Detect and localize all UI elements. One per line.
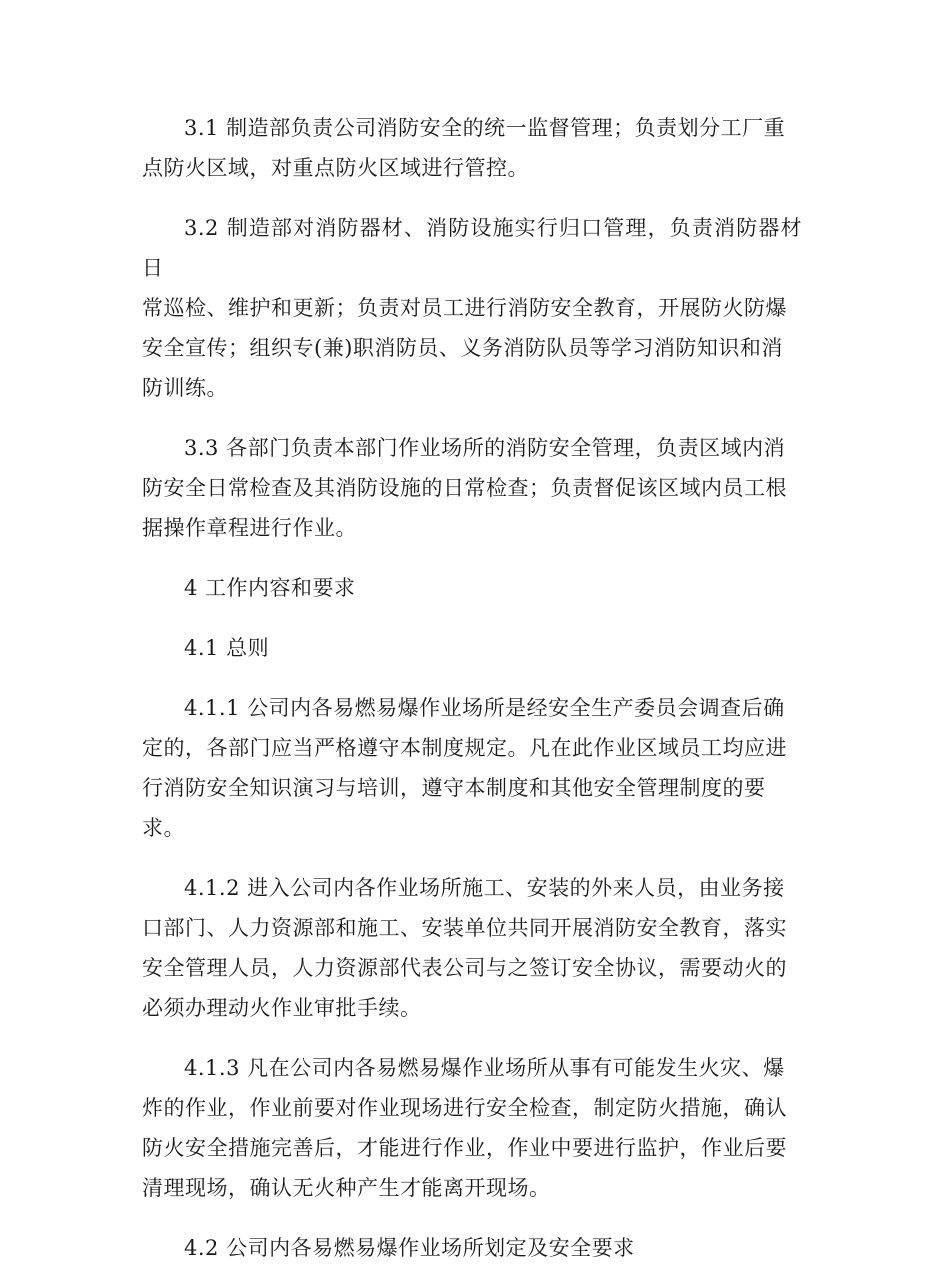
text-line: 4.1.3 凡在公司内各易燃易爆作业场所从事有可能发生火灾、爆 [184, 1056, 785, 1080]
text-line: 4.1.2 进入公司内各作业场所施工、安装的外来人员，由业务接 [184, 876, 785, 900]
text-line: 据操作章程进行作业。 [142, 516, 357, 540]
text-line: 行消防安全知识演习与培训，遵守本制度和其他安全管理制度的要 [142, 776, 766, 800]
text-line: 安全管理人员，人力资源部代表公司与之签订安全协议，需要动火的 [142, 956, 787, 980]
text-line: 清理现场，确认无火种产生才能离开现场。 [142, 1176, 551, 1200]
paragraph-3-1 [142, 108, 802, 188]
text-line: 防安全日常检查及其消防设施的日常检查；负责督促该区域内员工根 [142, 476, 787, 500]
text-line: 必须办理动火作业审批手续。 [142, 996, 422, 1020]
document-body [142, 108, 802, 1288]
text-line: 常巡检、维护和更新；负责对员工进行消防安全教育，开展防火防爆 [142, 296, 787, 320]
paragraph-4-1-3 [142, 1048, 802, 1208]
text-line: 3.3 各部门负责本部门作业场所的消防安全管理，负责区域内消 [184, 436, 786, 460]
text-line: 防火安全措施完善后，才能进行作业，作业中要进行监护，作业后要 [142, 1136, 787, 1160]
section-heading-4-1 [142, 628, 802, 668]
text-line: 安全宣传；组织专(兼)职消防员、义务消防队员等学习消防知识和消 [142, 336, 783, 360]
paragraph-4-1-2 [142, 868, 802, 1028]
paragraph-3-2 [142, 208, 802, 408]
text-line: 3.1 制造部负责公司消防安全的统一监督管理；负责划分工厂重 [184, 116, 786, 140]
text-line: 炸的作业，作业前要对作业现场进行安全检查，制定防火措施，确认 [142, 1096, 787, 1120]
text-line: 4.1.1 公司内各易燃易爆作业场所是经安全生产委员会调查后确 [184, 696, 785, 720]
section-heading-4-2 [142, 1228, 802, 1268]
paragraph-4-1-1 [142, 688, 802, 848]
text-line: 求。 [142, 816, 185, 840]
heading-text: 4.2 公司内各易燃易爆作业场所划定及安全要求 [184, 1236, 635, 1260]
paragraph-3-3 [142, 428, 802, 548]
text-line: 定的，各部门应当严格遵守本制度规定。凡在此作业区域员工均应进 [142, 736, 787, 760]
text-line: 3.2 制造部对消防器材、消防设施实行归口管理，负责消防器材日 [142, 216, 802, 280]
heading-text: 4 工作内容和要求 [184, 576, 356, 600]
text-line: 防训练。 [142, 376, 228, 400]
text-line: 口部门、人力资源部和施工、安装单位共同开展消防安全教育，落实 [142, 916, 787, 940]
section-heading-4 [142, 568, 802, 608]
text-line: 点防火区域，对重点防火区域进行管控。 [142, 156, 529, 180]
heading-text: 4.1 总则 [184, 636, 270, 660]
